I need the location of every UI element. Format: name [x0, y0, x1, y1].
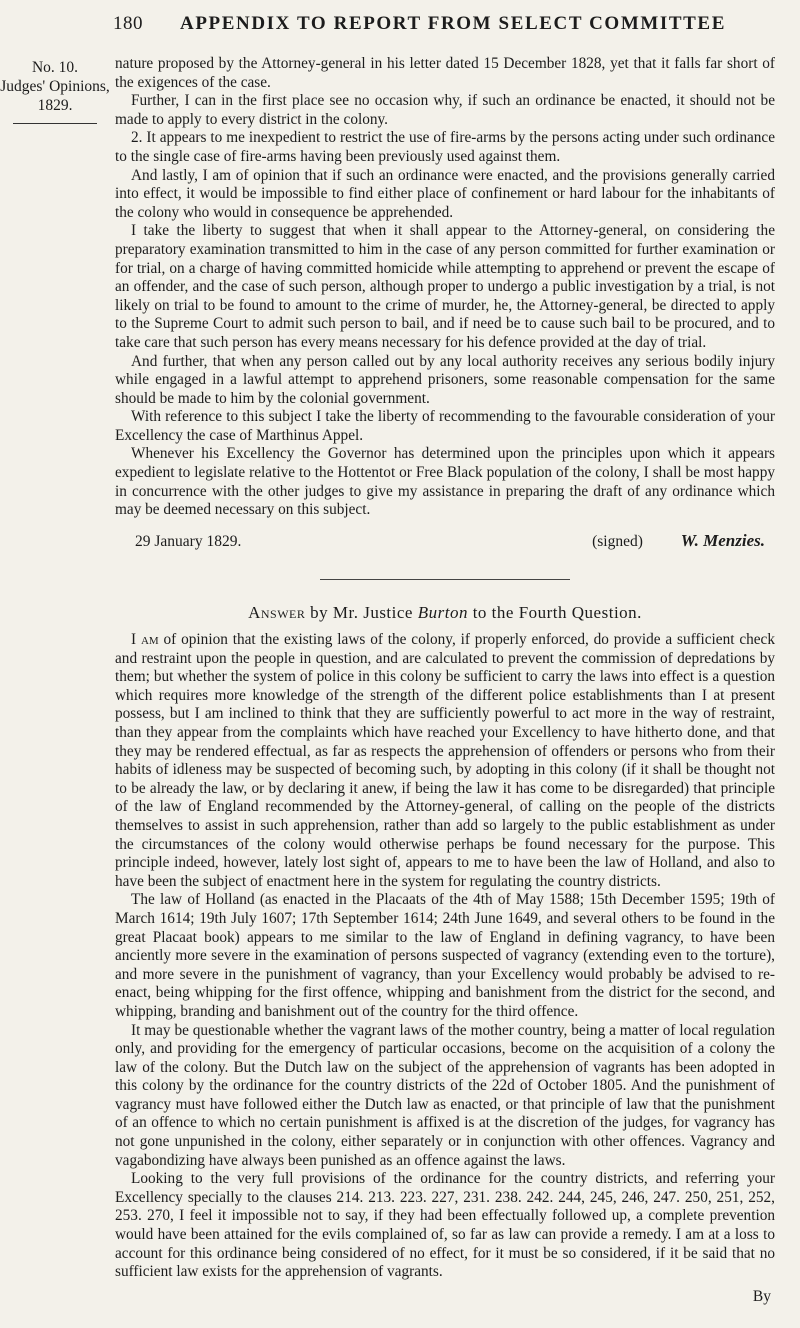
letter-paragraph: Further, I can in the first place see no occasion why, if such an ordinance be enacted, it should not be made to apply to every district in the colony. — [115, 92, 775, 128]
letter-paragraph: And lastly, I am of opinion that if such an ordinance were enacted, and the provisions generally carried into effect, it would be impossible to find either place of confinement or hard labour for the inhabitants of the colony who would in consequence be apprehended. — [115, 166, 775, 221]
page-body — [115, 55, 775, 1306]
answer-paragraph-text: of opinion that the existing laws of the colony, if properly enforced, do provide a sufficient check and restraint upon the people in question, and are calculated to prevent the commission of depredations by them; but whether the system of police in this colony be sufficient to carry the laws into effect is a question which requires more knowledge of the strength of the different police establishments than I at present possess, but I am inclined to think that they are sufficiently powerful to act more in the way of restraint, than they appear from the complaints which have reached your Excellency to have hitherto done, and that they may be rendered effectual, as far as respects the apprehension of offenders or persons who from their habits of idleness may be suspected of becoming such, by adopting in this colony (if it shall be thought not to be already the law, or by declaring it anew, if being the law it has come to be disregarded) that principle of the law of England recommended by the Attorney-general, of calling on the people of the districts themselves to assist in such apprehension, rather than add so largely to the public establishment as under the circumstances of the colony would otherwise perhaps be found necessary for the purpose. This principle indeed, however, lately lost sight of, appears to me to have been the law of Holland, and also to have been the subject of enactment here in the system for regulating the country districts. — [115, 631, 775, 890]
letter-paragraph: With reference to this subject I take the liberty of recommending to the favourable consideration of your Excellency the case of Marthinus Appel. — [115, 408, 775, 444]
answer-heading-by: by Mr. Justice — [310, 603, 413, 623]
running-head: APPENDIX TO REPORT FROM SELECT COMMITTEE — [180, 13, 726, 34]
answer-paragraph: Looking to the very full provisions of the ordinance for the country districts, and referring your Excellency specially to the clauses 214. 213. 223. 227, 231. 238. 242. 244, 245, 246, 247. 250, 251, 252, 253. 270, I feel it impossible not to say, if they had been effectually followed up, a complete prevention would have been attained for the evils complained of, so far as law can provide a remedy. I am at a loss to account for this ordinance being considered of no effect, for it must be so considered, if it be said that no sufficient law exists for the apprehension of vagrants. — [115, 1170, 775, 1281]
answer-paragraph — [115, 631, 775, 891]
margin-number: No. 10. — [31, 59, 79, 76]
answer-heading-word: Answer — [248, 603, 306, 623]
section-divider — [320, 579, 570, 580]
signed-label: (signed) — [592, 532, 643, 550]
answer-paragraph: The law of Holland (as enacted in the Placaats of the 4th of May 1588; 15th December 1595; 19th of March 1614; 19th July 1607; 17th September 1614; 24th June 1649, and several others to be found in the great Placaat book) appears to me similar to the law of England in defining vagrancy, to have been anciently more severe in the examination of persons suspected of vagrancy (extending even to the torture), and more severe in the punishment of vagrancy, than your Excellency would probably be advised to re-enact, being whipping for the first offence, whipping and banishment from the district for the second, and whipping, branding and banishment out of the country for the third offence. — [115, 891, 775, 1020]
letter-date: 29 January 1829. — [135, 532, 242, 550]
letter-paragraph: I take the liberty to suggest that when it shall appear to the Attorney-general, on considering the preparatory examination transmitted to him in the case of any person committed for further examination or for trial, on a charge of having committed homicide while attempting to apprehend or prevent the escape of an offender, and the case of such person, although proper to undergo a public investigation by a trial, is not likely on trial to be found to amount to the crime of murder, he, the Attorney-general, be directed to apply to the Supreme Court to admit such person to bail, and if need be to cause such bail to be procured, and to take care that such person has every means necessary for his defence provided at the day of trial. — [115, 222, 775, 351]
answer-heading-name: Burton — [417, 603, 468, 623]
page-number: 180 — [113, 13, 143, 34]
answer-paragraph: It may be questionable whether the vagrant laws of the mother country, being a matter of local regulation only, and providing for the emergency of particular occasions, become on the acquisition of a colony the law of the colony. But the Dutch law on the subject of the apprehension of vagrants has been adopted in this colony by the ordinance for the country districts of the 22d of October 1805. And the punishment of vagrancy must have followed either the Dutch law as enacted, or that principle of law that the punishment of an offence to which no certain punishment is affixed is at the discretion of the judges, for vagrancy has not gone unpunished in the colony, either separately or in conjunction with other offences. Vagrancy and vagabondizing have always been punished as an offence against the laws. — [115, 1021, 775, 1169]
answer-heading-rest: to the Fourth Question. — [472, 603, 642, 623]
margin-note — [0, 58, 110, 124]
letter-signoff — [115, 532, 775, 552]
letter-paragraph: nature proposed by the Attorney-general in his letter dated 15 December 1828, yet that it falls far short of the exigences of the case. — [115, 55, 775, 91]
margin-year: 1829. — [37, 97, 73, 114]
catchword: By — [752, 1287, 771, 1305]
margin-rule — [13, 123, 97, 124]
answer-first-word: I am — [131, 631, 159, 649]
letter-paragraph: Whenever his Excellency the Governor has determined upon the principles upon which it appears expedient to legislate relative to the Hottentot or Free Black population of the colony, I shall be most happy in concurrence with the other judges to give my assistance in preparing the draft of any ordinance which may be deemed necessary on this subject. — [115, 445, 775, 519]
answer-heading — [115, 604, 775, 623]
letter-paragraph: And further, that when any person called out by any local authority receives any serious bodily injury while engaged in a lawful attempt to apprehend prisoners, some reasonable compensation for the same should be made to him by the colonial government. — [115, 352, 775, 407]
letter-paragraph: 2. It appears to me inexpedient to restrict the use of fire-arms by the persons acting under such ordinance to the single case of fire-arms having been previously used against them. — [115, 129, 775, 165]
margin-section: Judges' Opinions, — [0, 78, 110, 95]
signature: W. Menzies. — [680, 530, 765, 550]
